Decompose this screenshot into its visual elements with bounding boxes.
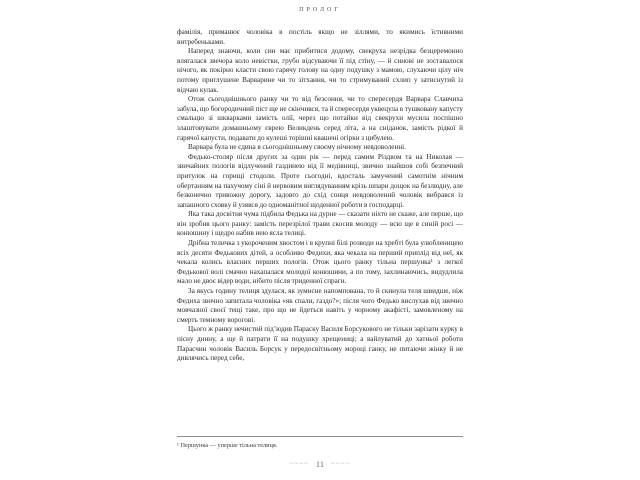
book-page [177,0,463,480]
paragraph: Отож сьогоднішнього ранку чи то від безсоння, чи то спересердя Варвара Славчиха забула, що богородичний піст ще не скінчився, та й спересердя уквецула в тушковану капусту смальцю зі шкварками замість олії, через що потайки від свекрухи мусила поспішно злаштовувати домашньому єврею Великдень серед літа, а на сніданок, замість рідкої й гарячої капусти, подавати до кулеші торішні квашені огірки з цибулею. [177,95,463,142]
running-head: ПРОЛОГ [299,7,341,13]
paragraph: фамілія, приманює чоловіка в постіль якщо не зіллями, то якимись їстивними витребеньками. [177,28,463,46]
page-number: 11 [315,459,325,469]
paragraph: Варвара була не єдина в сьогоднішньому своєму нічному невдоволенні. [188,143,406,152]
paragraph: Федько-столяр після других за один рік — перед самим Різдвом та на Николая — звичайних пологів відлучений газдинею від її медівниці, звично знайшов собі безпечний притулок на горищі стодоли. Проте сьогодні, вдосталь замучений самотнім нічним обертанням на пахучому сіні й нервовим виглядуванням крізь шпари дощок на безлюдну, але безконечно тривожну дорогу, задовго до схід сонця невдоволений чоловік вибрався із запашного сховку й узявся до одноманітної щоденної роботи в господарці. [177,152,463,209]
ornament-left: ~~~~ [289,460,309,468]
paragraph: Наперед знаючи, коли син має прибитися додому, свекруха незрідка безцеремонно влягалася звечора коло невістки, грубо відсуваючи її під стіну, — й синові не зоставалося нічого, як покірно класти свою гарячу голову на одну подушку з мамою, слухаючи цілу ніч потому приглушене Варварине чи то зітхання, чи то стримуваний схлип у затиснутий із відчаю кулак. [177,47,463,94]
footnote: ¹ Першунка — уперше тільна телиця. [177,442,278,449]
paragraph: Дрібна теличка з укороченим хвостом і в крупні білі розводи на хребті була улюбленицею всіх десяти Федькових дітей, а особливо Федихи, яка чекала на перший приплід від неї, як чекала колись власних перших пологів. Отож цього ранку тільна першунка¹ з легкої Федькової волі смачно нахапалася молодої конюшини, а по тому, захлинаючись, видудлила мало не двоє відер води, нібито після триденної спраги. [177,239,463,286]
page-body [177,28,463,364]
page-number-row [177,459,463,470]
ornament-right: ~~~~ [331,460,351,468]
footnote-divider [177,436,463,437]
paragraph: Цього ж ранку нечистий під’юдив Параску Василя Борсукового не тільки зарізати курку в пісну днину, а ще й патрати її на подушку хрещениці; а вайлуватий до хатньої роботи Парасчин чоловік Василь Борсук у передосвітньому мороці ганку, не питаючи жінку й не дивлячись перед себе, [177,325,463,363]
paragraph: Яка така досвітня чума підбила Федька на дурне — сказати ніхто не скаже, але перше, що він зробив цього ранку: замість перезрілої трави скосив молоду — всю ще в синій росі — конюшину і щедро набив нею ясла телиці. [177,210,463,238]
paragraph: За якусь годину телиця здулася, як зумисне напомпована, то й скинула теля швидше, ніж Федиха звично запитала чоловіка «як спали, газдо?»; після чого Федько вислухав від звично мовчазної своєї тещі таке, про що не йдеться навіть у чорному акафісті, замовленому на смерть темному ворогові. [177,287,463,324]
page-footer [177,436,463,470]
